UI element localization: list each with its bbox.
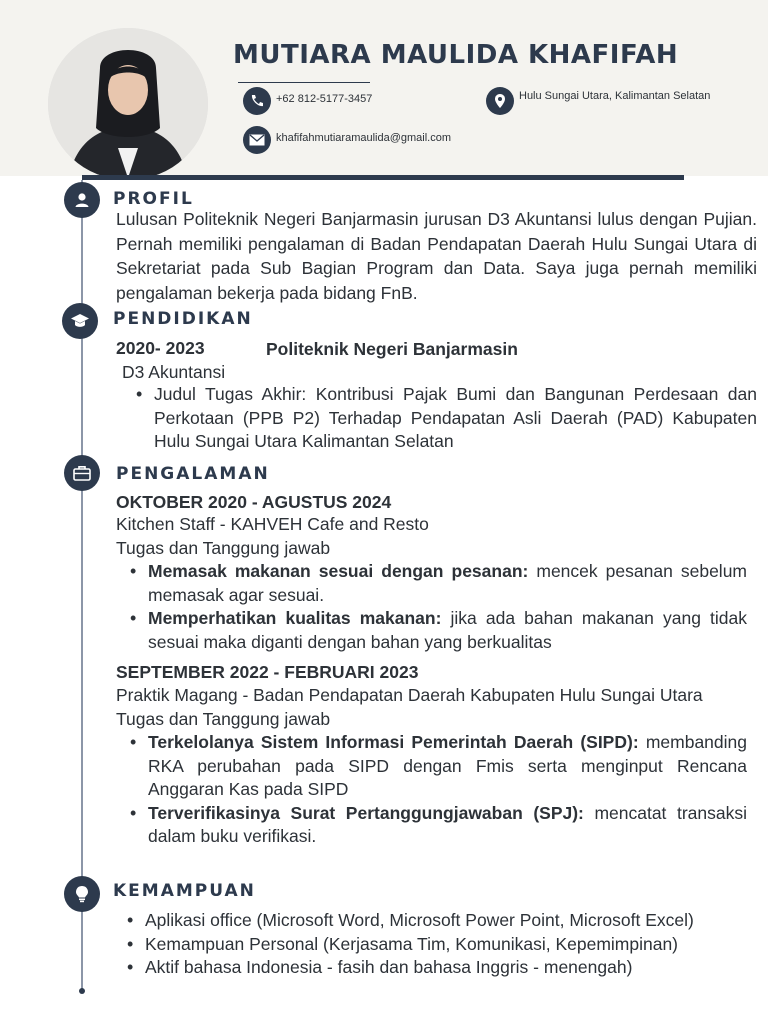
list-item: • Aplikasi office (Microsoft Word, Microsoft Power Point, Microsoft Excel) (125, 909, 725, 933)
location-text: Hulu Sungai Utara, Kalimantan Selatan (519, 90, 711, 102)
graduation-cap-icon (62, 303, 98, 339)
list-item: • Aktif bahasa Indonesia - fasih dan bahasa Inggris - menengah) (125, 956, 725, 980)
timeline-end-dot (79, 988, 85, 994)
candidate-name: MUTIARA MAULIDA KHAFIFAH (233, 40, 679, 70)
location-pin-icon (486, 87, 514, 115)
list-item: • Kemampuan Personal (Kerjasama Tim, Komunikasi, Kepemimpinan) (125, 933, 725, 957)
phone-number: +62 812-5177-3457 (276, 93, 373, 105)
education-details (134, 383, 757, 454)
user-icon (64, 182, 100, 218)
job-duty-label: Tugas dan Tanggung jawab (116, 538, 331, 558)
job-duty-label: Tugas dan Tanggung jawab (116, 709, 331, 729)
section-title-pendidikan: PENDIDIKAN (113, 309, 253, 329)
profile-photo (48, 28, 208, 180)
list-item: • Memasak makanan sesuai dengan pesanan: mencek pesanan sebelum memasak agar sesuai. (128, 560, 747, 607)
profile-summary: Lulusan Politeknik Negeri Banjarmasin jurusan D3 Akuntansi lulus dengan Pujian. Pernah memiliki pengalaman di Badan Pendapatan Daerah Hulu Sungai Utara di Sekretariat pada Sub Bagian Program dan Data. Saya juga pernah memiliki pengalaman bekerja pada bidang FnB. (116, 209, 757, 303)
section-title-kemampuan: KEMAMPUAN (113, 881, 256, 901)
timeline-line (81, 180, 83, 992)
email-address[interactable]: khafifahmutiaramaulida@gmail.com (276, 132, 452, 144)
job-duties (128, 731, 747, 849)
section-title-profil: PROFIL (113, 189, 194, 209)
phone-icon (243, 87, 271, 115)
briefcase-icon (64, 455, 100, 491)
education-years: 2020- 2023 (116, 338, 205, 358)
lightbulb-icon (64, 876, 100, 912)
list-item: • Terkelolanya Sistem Informasi Pemerintah Daerah (SIPD): membanding RKA perubahan pada SIPD dengan Fmis serta menginput Rencana Anggaran Kas pada SIPD (128, 731, 747, 802)
job-role: Kitchen Staff - KAHVEH Cafe and Resto (116, 514, 429, 534)
section-title-pengalaman: PENGALAMAN (116, 464, 270, 484)
job-duties (128, 560, 747, 654)
header-underline-bar (82, 175, 684, 180)
job-period: OKTOBER 2020 - AGUSTUS 2024 (116, 492, 392, 512)
education-school: Politeknik Negeri Banjarmasin (266, 339, 518, 359)
list-item: • Memperhatikan kualitas makanan: jika ada bahan makanan yang tidak sesuai maka diganti dengan bahan yang berkualitas (128, 607, 747, 654)
education-degree: D3 Akuntansi (122, 362, 226, 382)
job-period: SEPTEMBER 2022 - FEBRUARI 2023 (116, 662, 419, 682)
skills-list (125, 909, 725, 980)
envelope-icon (243, 126, 271, 154)
job-role: Praktik Magang - Badan Pendapatan Daerah Kabupaten Hulu Sungai Utara (116, 685, 703, 705)
name-divider (238, 82, 370, 83)
list-item: • Judul Tugas Akhir: Kontribusi Pajak Bumi dan Bangunan Perdesaan dan Perkotaan (PPB P2) Terhadap Pendapatan Asli Daerah (PAD) Kabupaten Hulu Sungai Utara Kalimantan Selatan (134, 383, 757, 454)
list-item: • Terverifikasinya Surat Pertanggungjawaban (SPJ): mencatat transaksi dalam buku verifikasi. (128, 802, 747, 849)
